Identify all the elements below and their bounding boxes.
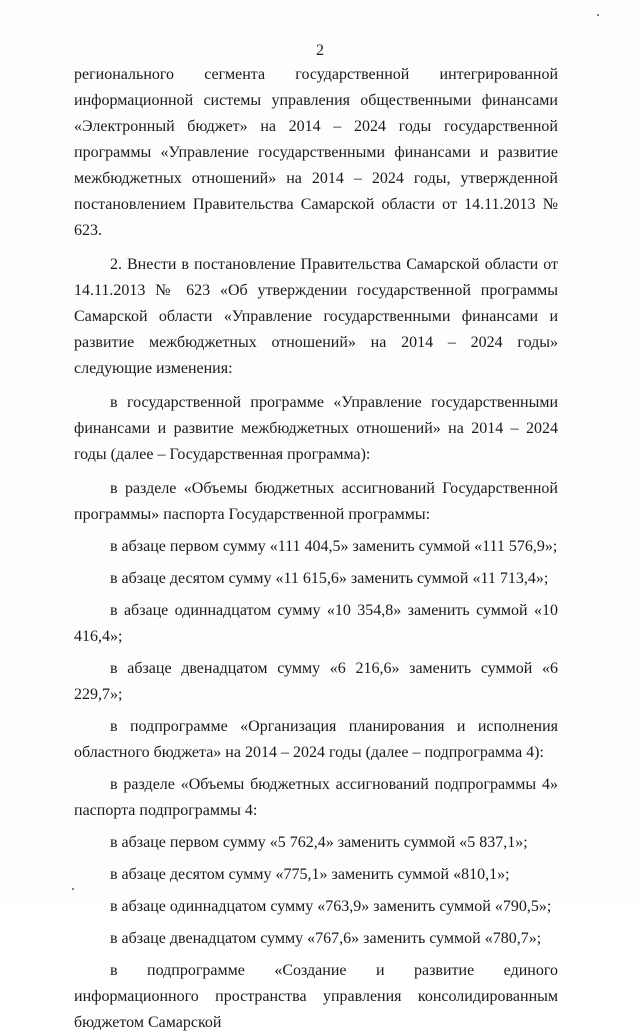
- paragraph-amend-eleventh: в абзаце одиннадцатом сумму «10 354,8» заменить суммой «10 416,4»;: [74, 602, 558, 645]
- paragraph-sub-amend-twelfth: в абзаце двенадцатом сумму «767,6» заменить суммой «780,7»;: [110, 930, 542, 947]
- paragraph-amend-tenth: в абзаце десятом сумму «11 615,6» заменить суммой «11 713,4»;: [110, 570, 549, 587]
- paragraph-amend-twelfth: в абзаце двенадцатом сумму «6 216,6» заменить суммой «6 229,7»;: [74, 660, 558, 703]
- paragraph-continuation: регионального сегмента государственной интегрированной информационной системы управления общественными финансами «Электронный бюджет» на 2014 – 2024 годы государственной программы «Управление государственными финансами и развитие межбюджетных отношений» на 2014 – 2024 годы, утвержденной постановлением Правительства Самарской области от 14.11.2013 № 623.: [74, 66, 558, 239]
- paragraph-subprogram-info-space: в подпрограмме «Создание и развитие единого информационного пространства управления консолидированным бюджетом Самарской: [74, 962, 558, 1031]
- page-number: 2: [316, 42, 324, 59]
- paragraph-item-2: 2. Внести в постановление Правительства Самарской области от 14.11.2013 № 623 «Об утверждении государственной программы Самарской области «Управление государственными финансами и развитие межбюджетных отношений» на 2014 – 2024 годы» следующие изменения:: [74, 256, 558, 377]
- scan-speck: [597, 14, 599, 16]
- paragraph-section-subprogram-4: в разделе «Объемы бюджетных ассигнований подпрограммы 4» паспорта подпрограммы 4:: [74, 776, 558, 819]
- scan-speck: [72, 888, 74, 890]
- paragraph-amend-first: в абзаце первом сумму «111 404,5» заменить суммой «111 576,9»;: [110, 538, 558, 555]
- paragraph-subprogram-4: в подпрограмме «Организация планирования и исполнения областного бюджета» на 2014 – 2024 годы (далее – подпрограмма 4):: [74, 718, 558, 761]
- document-body: [74, 62, 558, 1036]
- paragraph-sub-amend-first: в абзаце первом сумму «5 762,4» заменить суммой «5 837,1»;: [110, 834, 528, 851]
- paragraph-section-volumes: в разделе «Объемы бюджетных ассигнований Государственной программы» паспорта Государственной программы:: [74, 480, 558, 523]
- paragraph-sub-amend-tenth: в абзаце десятом сумму «775,1» заменить суммой «810,1»;: [110, 866, 510, 883]
- paragraph-sub-amend-eleventh: в абзаце одиннадцатом сумму «763,9» заменить суммой «790,5»;: [110, 898, 552, 915]
- paragraph-state-program: в государственной программе «Управление государственными финансами и развитие межбюджетных отношений» на 2014 – 2024 годы (далее – Государственная программа):: [74, 394, 558, 463]
